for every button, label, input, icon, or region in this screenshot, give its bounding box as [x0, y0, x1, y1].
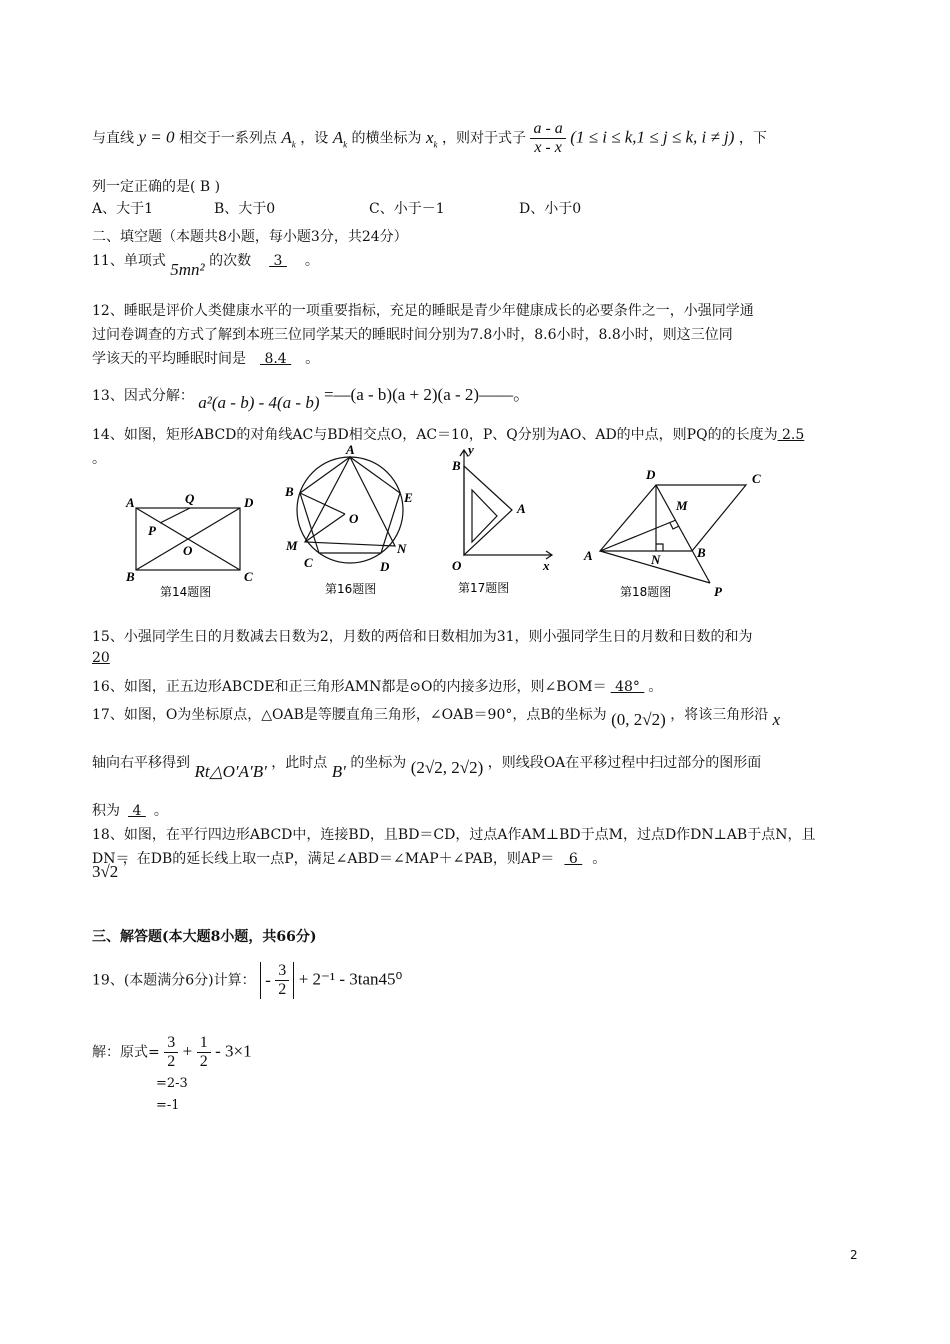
fig18-caption: 第18题图 — [620, 585, 672, 599]
q16-answer: 48° — [610, 679, 645, 695]
rt-triangle: Rt△O′A′B′ — [194, 762, 267, 781]
q17-answer: 4 — [128, 803, 146, 819]
fig14-label-p: P — [148, 523, 156, 538]
q18-answer: 6 — [564, 851, 583, 867]
figure-16 — [297, 457, 403, 563]
fig18-label-b: B — [697, 545, 706, 560]
q13-answer: =—(a - b)(a + 2)(a - 2)——。 — [323, 385, 531, 404]
fig16-label-n: N — [397, 541, 407, 556]
fig14-label-q: Q — [185, 491, 195, 506]
figures — [0, 440, 950, 610]
fig18-label-m: M — [676, 498, 688, 513]
q10-condition: (1 ≤ i ≤ k,1 ≤ j ≤ k, i ≠ j) — [570, 127, 735, 147]
q12-answer: 8.4 — [260, 351, 292, 367]
coord-b: (0, 2√2) — [611, 710, 666, 729]
option-b: B、大于0 — [214, 201, 276, 217]
point-ak: $A_k$ — [281, 127, 296, 149]
q12-line2: 过问卷调查的方式了解到本班三位同学某天的睡眠时间分别为7.8小时，8.6小时，8.8小时，则这三位同 — [92, 327, 733, 343]
q18-line1: 18、如图，在平行四边形ABCD中，连接BD，且BD＝CD，过点A作AM⊥BD于点M，过点D作DN⊥AB于点N，且 — [92, 827, 816, 843]
section-2-heading: 二、填空题（本题共8小题，每小题3分，共24分） — [92, 229, 408, 245]
q10-line1: 与直线 y = 0 相交于一系列点 $A_k$ ，设 $A_k$ 的横坐标为 $x_k$ ，则对于式子 $\frac{a - a}{x - x}$ (1 ≤ i ≤ k,1 ≤ j ≤ k, i ≠ j) ，下 — [92, 120, 767, 156]
q17-line3: 积为 4 。 — [92, 803, 168, 819]
q12-line3: 学该天的平均睡眠时间是 8.4 。 — [92, 351, 320, 367]
q15-line1: 15、小强同学生日的月数减去日数为2，月数的两倍和日数相加为31，则小强同学生日的月数和日数的和为 — [92, 629, 753, 645]
point-ak-2: $A_k$ — [332, 127, 348, 149]
fig18-label-p: P — [714, 584, 722, 599]
q19: 19、(本题满分6分)计算： - $\frac{3}{2}$ + 2⁻¹ - 3tan45⁰ — [92, 962, 403, 998]
fig14-label-d: D — [244, 495, 254, 510]
fig16-label-d: D — [380, 559, 390, 574]
option-a: A、大于1 — [92, 201, 154, 217]
eq-y0: y = 0 — [138, 127, 175, 147]
figure-17 — [460, 450, 552, 559]
fig14-label-o: O — [183, 543, 193, 558]
figure-18 — [600, 485, 746, 583]
q10-options — [92, 198, 581, 218]
q17-line2: 轴向右平移得到 Rt△O′A′B′ ，此时点 B′ 的坐标为 (2√2, 2√2) ，则线段OA在平移过程中扫过部分的图形面 — [92, 755, 762, 781]
q17-line1: 17、如图，O为坐标原点，△OAB是等腰直角三角形，∠OAB＝90°，点B的坐标为 (0, 2√2) ，将该三角形沿 x — [92, 707, 781, 729]
q13-expression: a²(a - b) - 4(a - b) — [198, 393, 320, 412]
q16: 16、如图，正五边形ABCDE和正三角形AMN都是⊙O的内接多边形，则∠BOM＝ 48° 。 — [92, 679, 663, 695]
fig17-label-o: O — [452, 558, 462, 573]
q10-line2: 列一定正确的是( B ) — [92, 179, 221, 195]
q10-fraction: $\frac{a - a}{x - x}$ — [530, 120, 565, 157]
coord-b-prime: (2√2, 2√2) — [410, 758, 484, 777]
q13: 13、因式分解： a²(a - b) - 4(a - b) =—(a - b)(a + 2)(a - 2)——。 — [92, 385, 531, 412]
point-b-prime: B′ — [331, 762, 346, 781]
fig14-label-a: A — [126, 495, 135, 510]
section-3-heading: 三、解答题(本大题8小题，共66分) — [92, 929, 317, 945]
fig16-caption: 第16题图 — [325, 582, 377, 596]
fig14-label-b: B — [126, 569, 135, 584]
fig16-label-e: E — [404, 490, 413, 505]
dn-value: 3√2 — [91, 862, 119, 881]
fig14-label-c: C — [244, 569, 253, 584]
q19-expression: + 2⁻¹ - 3tan45⁰ — [298, 969, 403, 989]
abs-expression: - $\frac{3}{2}$ — [260, 962, 294, 999]
fig16-label-a: A — [346, 442, 355, 457]
fig17-label-y: y — [468, 442, 474, 457]
q11-answer: 3 — [269, 253, 287, 269]
fig17-label-x: x — [543, 558, 550, 573]
solution-step-2: =2-3 — [156, 1076, 188, 1091]
q12-line1: 12、睡眠是评价人类健康水平的一项重要指标，充足的睡眠是青少年健康成长的必要条件之一，小强同学通 — [92, 303, 754, 319]
fig17-caption: 第17题图 — [458, 581, 510, 595]
solution-rest: - 3×1 — [215, 1041, 252, 1061]
q14-line2: 。 — [92, 451, 106, 467]
x-axis-var: x — [772, 710, 781, 729]
q15-answer: 20 — [92, 650, 110, 666]
fig16-label-o: O — [349, 511, 359, 526]
fig16-label-b: B — [285, 484, 294, 499]
fig14-caption: 第14题图 — [160, 585, 212, 599]
q11: 11、单项式 5mn² 的次数 3 。 — [92, 253, 319, 279]
monomial: 5mn² — [170, 260, 205, 279]
fig16-label-m: M — [286, 538, 298, 553]
page-number: 2 — [850, 1248, 858, 1262]
fig16-label-c: C — [304, 555, 313, 570]
fig18-label-n: N — [651, 552, 661, 567]
fig18-label-a: A — [584, 548, 593, 563]
figure-14 — [136, 508, 240, 570]
fig17-label-a: A — [517, 501, 526, 516]
solution-step-3: =-1 — [156, 1098, 180, 1113]
option-c: C、小于－1 — [369, 201, 445, 217]
fig17-label-b: B — [452, 458, 461, 473]
q14-answer: 2.5 — [777, 427, 805, 443]
fig18-label-c: C — [752, 471, 761, 486]
q14-line1: 14、如图，矩形ABCD的对角线AC与BD相交点O，AC＝10，P、Q分别为AO、AD的中点，则PQ的的长度为 2.5 — [92, 427, 805, 443]
fig18-label-d: D — [646, 467, 656, 482]
xk: $x_k$ — [425, 127, 438, 149]
q18-line2: DN＝ 3√2 ，在DB的延长线上取一点P，满足∠ABD＝∠MAP＋∠PAB，则AP＝ 6 。 — [91, 851, 607, 881]
option-d: D、小于0 — [519, 201, 582, 217]
q19-solution: 解：原式= $\frac{3}{2}$ + $\frac{1}{2}$ - 3×1 — [92, 1034, 252, 1070]
